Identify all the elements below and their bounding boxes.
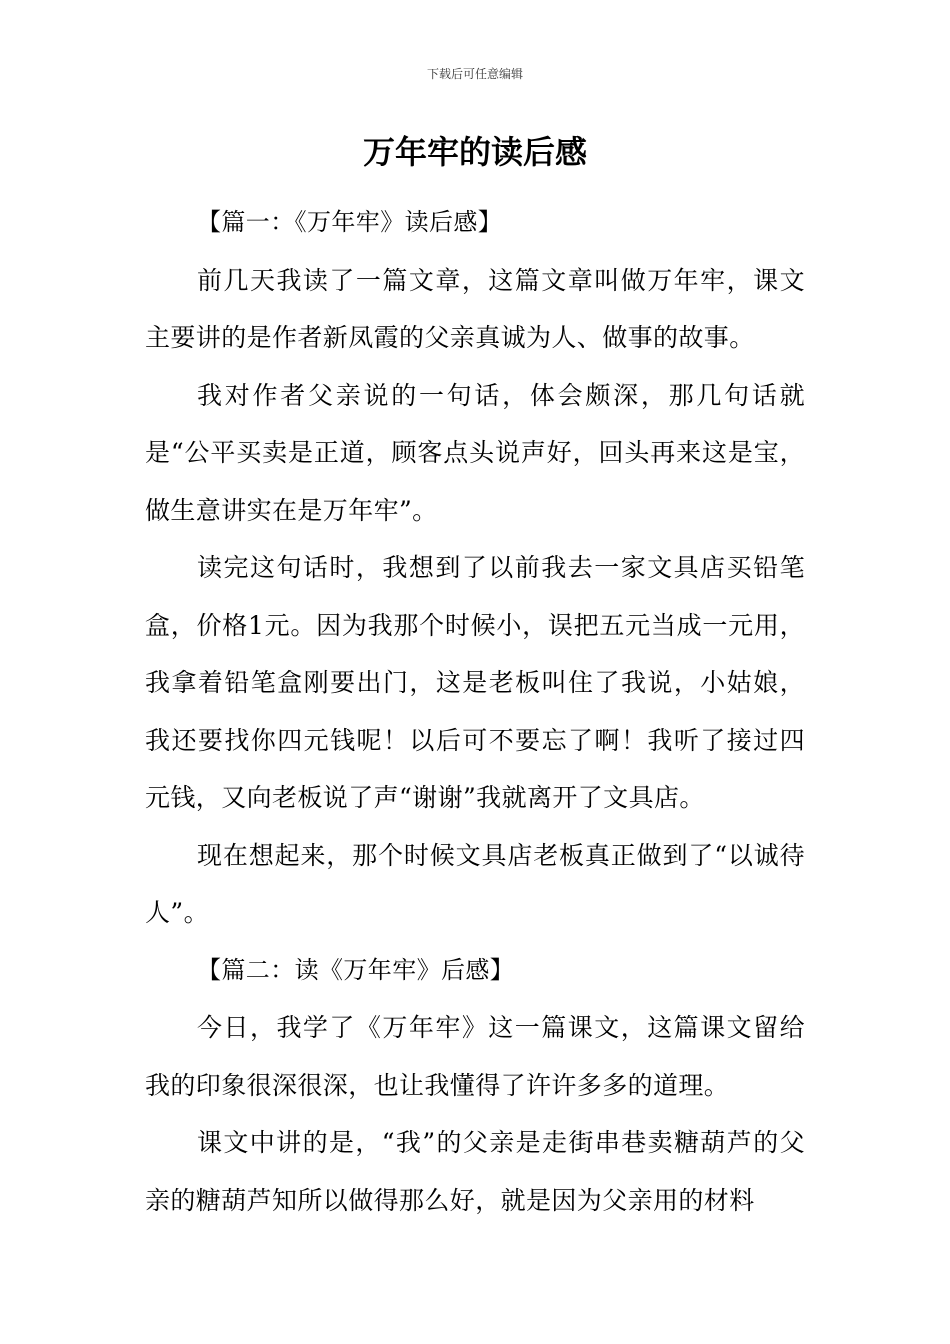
paragraph: 我对作者父亲说的一句话，体会颇深，那几句话就是“公平买卖是正道，顾客点头说声好，回头再来这是宝，做生意讲实在是万年牢”。: [145, 380, 805, 525]
paragraph: 今日，我学了《万年牢》这一篇课文，这篇课文留给我的印象很深很深，也让我懂得了许许多多的道理。: [145, 1013, 805, 1100]
section-heading-1: 【篇一：《万年牢》读后感】: [197, 208, 503, 236]
paragraph: 前几天我读了一篇文章，这篇文章叫做万年牢，课文主要讲的是作者新凤霞的父亲真诚为人、做事的故事。: [145, 265, 805, 352]
paragraph: 读完这句话时，我想到了以前我去一家文具店买铅笔盒，价格1元。因为我那个时候小，误把五元当成一元用，我拿着铅笔盒刚要出门，这是老板叫住了我说，小姑娘，我还要找你四元钱呢！以后可不要忘了啊！我听了接过四元钱，又向老板说了声“谢谢”我就离开了文具店。: [145, 553, 805, 812]
document-title: 万年牢的读后感: [362, 133, 587, 171]
document-body: [145, 194, 805, 1229]
paragraph: 现在想起来，那个时候文具店老板真正做到了“以诚待人”。: [145, 840, 805, 927]
header-note: 下载后可任意编辑: [426, 67, 523, 81]
section-heading-2: 【篇二：读《万年牢》后感】: [197, 955, 515, 984]
paragraph: 课文中讲的是，“我”的父亲是走街串巷卖糖葫芦的父亲的糖葫芦知所以做得那么好，就是因为父亲用的材料: [145, 1128, 805, 1215]
